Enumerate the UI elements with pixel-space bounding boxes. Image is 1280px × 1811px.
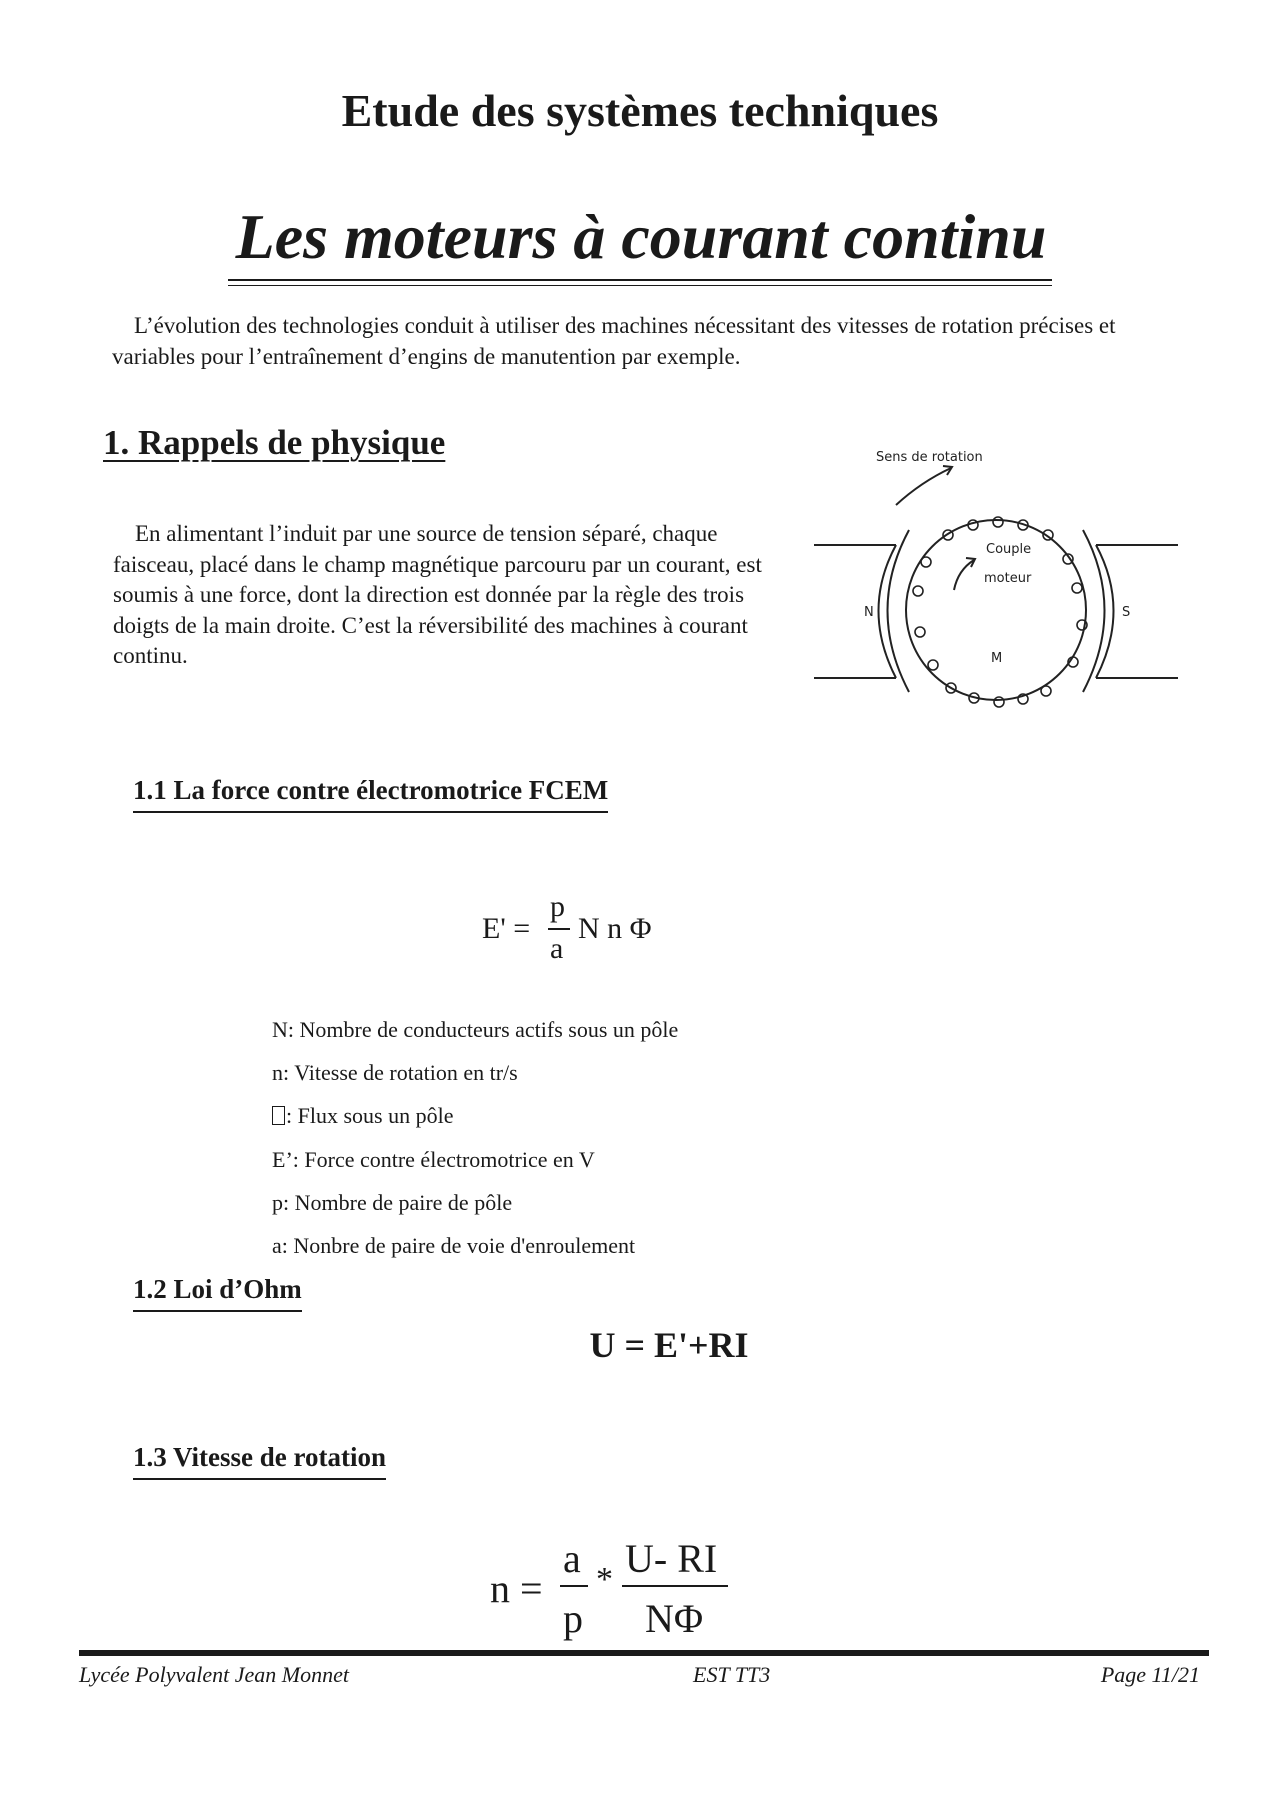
fcem-lhs: E' = [482,912,531,945]
fcem-legend [272,1008,678,1267]
fcem-denominator: a [550,932,564,965]
page-title: Les moteurs à courant continu [235,201,1047,272]
fcem-formula [480,880,700,990]
footer-school: Lycée Polyvalent Jean Monnet [79,1662,349,1687]
rotation-label: Sens de rotation [876,450,983,465]
fcem-numerator: p [550,890,565,923]
speed-frac2-numerator: U- RI [625,1536,718,1581]
speed-frac2-denominator: NΦ [645,1596,704,1641]
rotation-arrow [896,468,951,505]
speed-frac1-bar [560,1585,588,1587]
footer-course: EST TT3 [693,1662,771,1687]
ohm-formula: U = E'+RI [589,1325,749,1365]
subsection-heading-speed: 1.3 Vitesse de rotation [133,1442,386,1480]
legend-item: E’: Force contre électromotrice en V [272,1146,595,1172]
legend-item: p: Nombre de paire de pôle [272,1189,513,1215]
torque-arrow [954,560,974,590]
speed-frac2-bar [622,1585,728,1587]
legend-item [272,1094,678,1137]
section-physics-paragraph: En alimentant l’induit par une source de tension séparé, chaque faisceau, placé dans le champ magnétique parcouru par un courant, est soumis à une force, dont la direction est donnée par la règle des trois doigts de la main droite. C’est la réversibilité des machines à courant continu. [113,521,762,668]
speed-formula [490,1525,740,1645]
document-header: Etude des systèmes techniques [341,85,939,136]
subsection-heading-fcem: 1.1 La force contre électromotrice FCEM [133,775,608,813]
speed-operator: * [596,1561,613,1598]
missing-glyph-icon [272,1106,285,1125]
dc-motor-diagram [806,440,1186,730]
north-pole-label: N [864,605,874,620]
torque-label-line1: Couple [986,542,1032,557]
title-underline [228,279,1052,286]
intro-paragraph: L’évolution des technologies conduit à utiliser des machines nécessitant des vitesses de rotation précises et variables pour l’entraînement d’engins de manutention par exemple. [112,313,1116,369]
legend-item-text: : Flux sous un pôle [286,1103,454,1129]
speed-frac1-denominator: p [563,1596,583,1641]
torque-label-line2: moteur [984,571,1032,586]
speed-lhs: n = [490,1566,543,1611]
legend-item: a: Nonbre de paire de voie d'enroulement [272,1232,636,1258]
conductor-6 [921,557,931,567]
footer-rule [79,1650,1209,1656]
speed-frac1-numerator: a [563,1536,581,1581]
conductor-16 [994,697,1004,707]
conductor-12 [928,660,938,670]
conductor-3 [993,517,1003,527]
fcem-rhs: N n Φ [578,912,652,945]
fcem-fraction-bar [548,928,570,930]
conductor-8 [913,586,923,596]
legend-item: N: Nombre de conducteurs actifs sous un pôle [272,1017,679,1042]
legend-item: n: Vitesse de rotation en tr/s [272,1060,518,1086]
south-pole-label: S [1122,605,1131,620]
section-heading-physics: 1. Rappels de physique [103,423,446,462]
armature-label: M [991,651,1003,666]
footer-page-number: Page 11/21 [1100,1662,1200,1687]
conductor-18 [1041,686,1051,696]
subsection-heading-ohm: 1.2 Loi d’Ohm [133,1274,302,1312]
conductor-9 [1072,583,1082,593]
conductor-10 [915,627,925,637]
